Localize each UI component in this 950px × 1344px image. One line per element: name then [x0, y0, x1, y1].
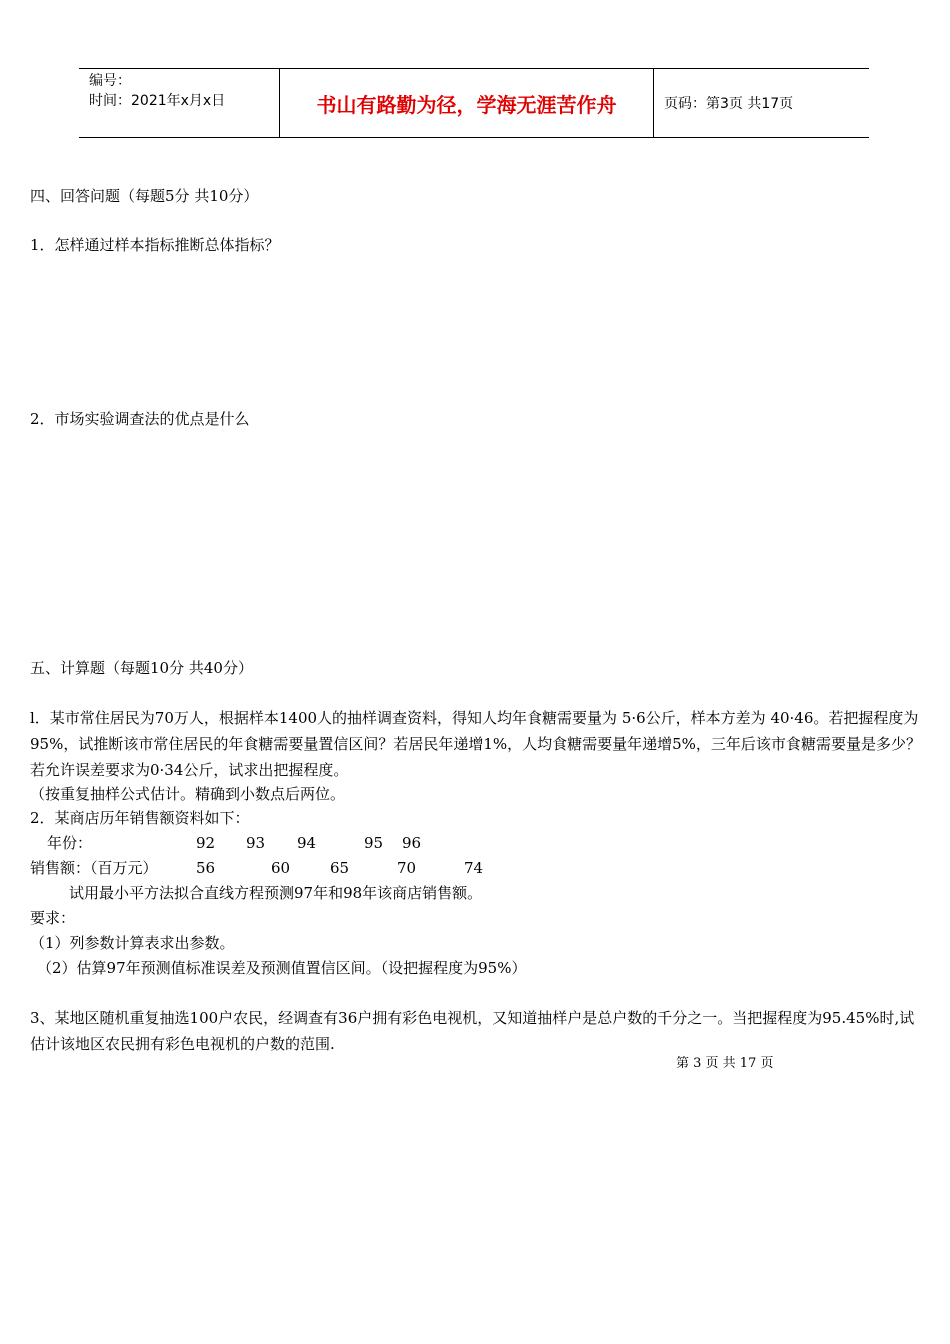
problem-2-intro: 2．某商店历年销售额资料如下： [30, 809, 250, 827]
table-cell: 94 [297, 834, 317, 852]
table-cell: 65 [330, 859, 350, 877]
problem-1-text: l．某市常住居民为70万人，根据样本1400人的抽样调查资料，得知人均年食糖需要量为 5·6公斤，样本方差为 40·46。若把握程度为95%，试推断该市常住居民的年食糖需要量置信区间？若居民年递增1%，人均食糖需要量年递增5%，三年后该市食糖需要量是多少？若允许误差要求为0·34公斤，试求出把握程度。 [30, 709, 921, 779]
question-1: 1．怎样通过样本指标推断总体指标？ [30, 236, 280, 254]
header-meta [79, 69, 280, 137]
sales-label: 销售额：（百万元） [30, 859, 158, 877]
table-cell: 60 [271, 859, 291, 877]
year-label: 年份： [47, 834, 93, 852]
table-cell: 93 [246, 834, 266, 852]
table-cell: 92 [196, 834, 216, 852]
problem-2-requirement-1: （1）列参数计算表求出参数。 [30, 934, 235, 952]
table-row-years [0, 833, 950, 853]
question-2: 2．市场实验调查法的优点是什么 [30, 410, 250, 428]
problem-2-requirement-2: （2）估算97年预测值标准误差及预测值置信区间。（设把握程度为95%） [37, 959, 527, 977]
section-4-title: 四、回答问题（每题5分 共10分） [30, 187, 259, 205]
table-cell: 96 [402, 834, 422, 852]
page-header [79, 68, 869, 138]
header-page-code: 页码：第3页 共17页 [664, 96, 794, 112]
section-5-title: 五、计算题（每题10分 共40分） [30, 659, 253, 677]
problem-1-note: （按重复抽样公式估计。精确到小数点后两位。 [30, 785, 346, 803]
header-motto: 书山有路勤为径，学海无涯苦作舟 [280, 69, 654, 137]
problem-3-text: 3、某地区随机重复抽选100户农民，经调查有36户拥有彩色电视机，又知道抽样户是总户数的千分之一。当把握程度为95.45%时,试估计该地区农民拥有彩色电视机的户数的范围. [30, 1009, 915, 1053]
problem-2-requirements-label: 要求： [30, 909, 76, 927]
table-cell: 95 [364, 834, 384, 852]
table-cell: 56 [196, 859, 216, 877]
document-number-label: 编号： [89, 73, 131, 89]
table-row-sales [0, 858, 950, 878]
table-cell: 74 [464, 859, 484, 877]
document-date: 时间：2021年x月x日 [89, 93, 226, 109]
page-footer: 第 3 页 共 17 页 [676, 1056, 774, 1071]
table-cell: 70 [397, 859, 417, 877]
problem-2-task: 试用最小平方法拟合直线方程预测97年和98年该商店销售额。 [69, 884, 483, 902]
